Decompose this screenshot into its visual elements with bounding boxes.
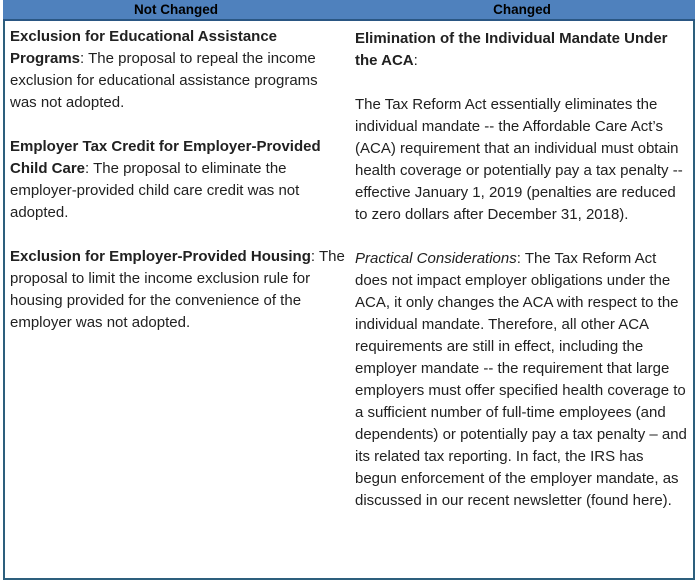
item-body: : The proposal to repeal the income exclusion for educational assistance programs was not adopted. <box>10 50 318 111</box>
table-body-row <box>5 21 693 518</box>
heading-text: Elimination of the Individual Mandate Under the ACA <box>355 30 668 69</box>
item-title: Exclusion for Employer-Provided Housing <box>10 248 311 265</box>
item-title: Employer Tax Credit for Employer-Provided Child Care <box>10 138 321 177</box>
table-header-row <box>3 0 695 21</box>
item-body: : The proposal to limit the income exclusion rule for housing provided for the convenience of the employer was not adopted. <box>10 248 345 331</box>
practical-considerations-body: : The Tax Reform Act does not impact employer obligations under the ACA, it only changes the ACA with respect to the individual mandate. Therefore, all other ACA requirements are still in effect, including the employer mandate -- the requirement that large employers must offer specified health coverage to a sufficient number of full-time employees (and dependents) or potentially pay a tax penalty – and its related tax reporting. In fact, the IRS has begun enforcement of the employer mandate, as discussed in our recent newsletter (found here). <box>355 250 687 509</box>
item-body: : The proposal to eliminate the employer-provided child care credit was not adopted. <box>10 160 300 221</box>
changed-section-heading <box>355 28 687 72</box>
not-changed-item-child-care-credit <box>10 136 347 224</box>
changed-paragraph-individual-mandate: The Tax Reform Act essentially eliminates the individual mandate -- the Affordable Care Act’s (ACA) requirement that an individual must obtain health coverage or potentially pay a tax penalty -- effective January 1, 2019 (penalties are reduced to zero dollars after December 31, 2018). <box>355 96 683 223</box>
not-changed-cell <box>5 21 351 340</box>
practical-considerations-label: Practical Considerations <box>355 250 517 267</box>
not-changed-item-educational-assistance <box>10 26 347 114</box>
column-header-changed: Changed <box>493 2 551 17</box>
changed-cell <box>351 21 693 518</box>
heading-colon: : <box>413 52 418 69</box>
comparison-table <box>3 0 695 580</box>
changed-paragraph-practical-considerations <box>355 248 687 512</box>
not-changed-item-employer-housing <box>10 246 347 334</box>
column-header-not-changed: Not Changed <box>134 2 218 17</box>
item-title: Exclusion for Educational Assistance Programs <box>10 28 278 67</box>
